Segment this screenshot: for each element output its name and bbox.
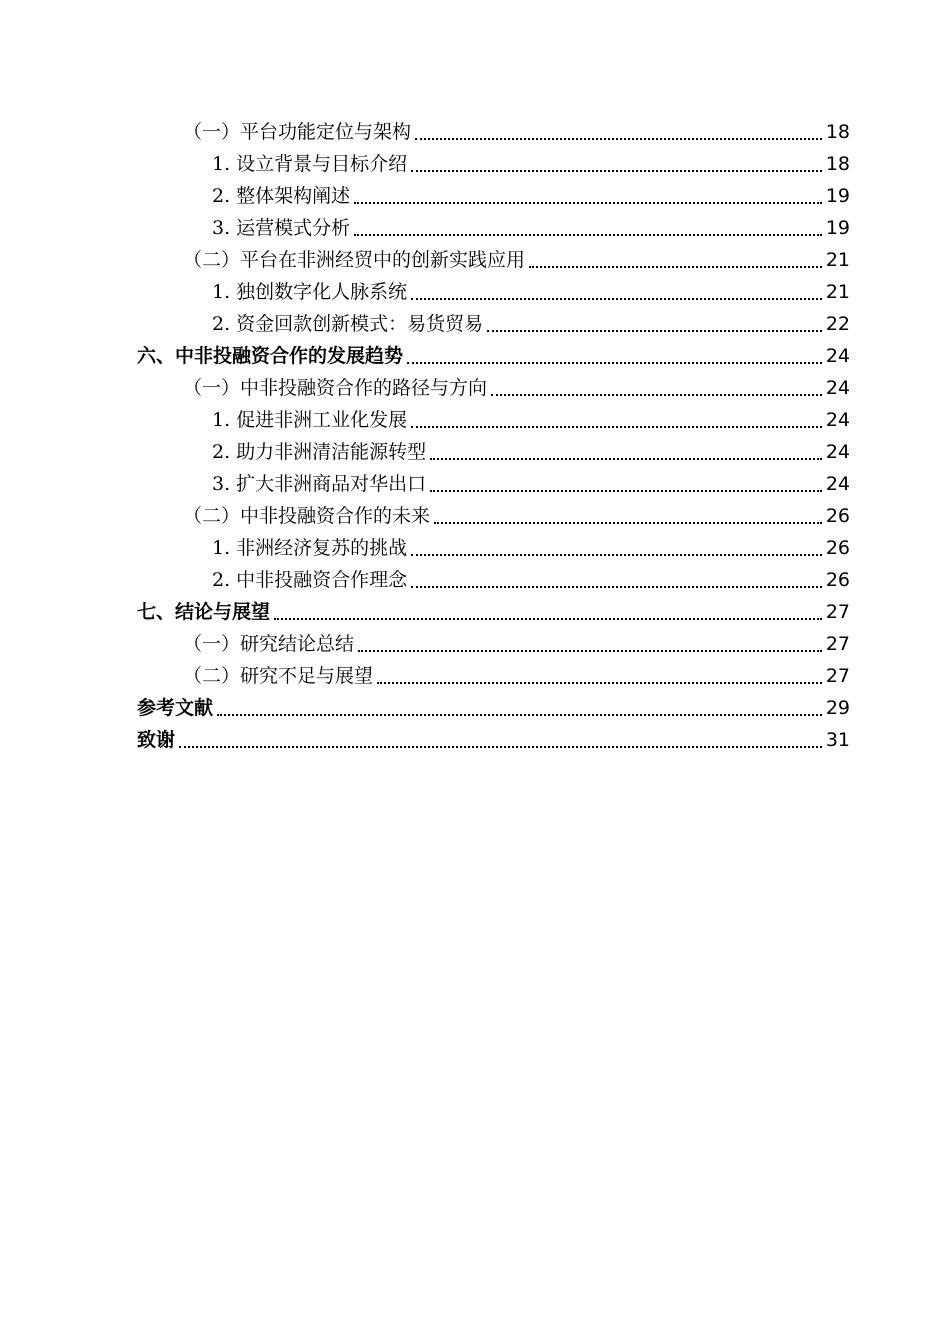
toc-entry-page: 29 — [825, 697, 850, 719]
toc-chapter-entry[interactable] — [0, 724, 950, 756]
toc-entry-page: 24 — [825, 473, 850, 495]
toc-entry[interactable] — [0, 212, 950, 244]
toc-dot-leader — [411, 170, 822, 172]
toc-entry[interactable] — [0, 308, 950, 340]
toc-entry-page: 27 — [825, 665, 850, 687]
toc-dot-leader — [434, 522, 822, 524]
toc-entry-title: （二）研究不足与展望 — [183, 665, 374, 687]
toc-entry[interactable] — [0, 468, 950, 500]
toc-entry-page: 27 — [825, 633, 850, 655]
toc-dot-leader — [274, 618, 822, 620]
toc-entry[interactable] — [0, 276, 950, 308]
toc-entry-page: 24 — [825, 377, 850, 399]
toc-entry-title: 2. 助力非洲清洁能源转型 — [212, 441, 427, 463]
toc-entry-title: 1. 独创数字化人脉系统 — [212, 281, 408, 303]
toc-entry[interactable] — [0, 116, 950, 148]
toc-dot-leader — [411, 426, 822, 428]
toc-dot-leader — [411, 554, 822, 556]
toc-entry[interactable] — [0, 500, 950, 532]
toc-entry-title: （一）中非投融资合作的路径与方向 — [183, 377, 488, 399]
toc-entry-title: 2. 资金回款创新模式：易货贸易 — [212, 313, 484, 335]
toc-entry[interactable] — [0, 148, 950, 180]
toc-entry[interactable] — [0, 372, 950, 404]
toc-entry-title: 致谢 — [137, 729, 176, 751]
toc-entry[interactable] — [0, 436, 950, 468]
toc-entry-title: 2. 中非投融资合作理念 — [212, 569, 408, 591]
toc-dot-leader — [217, 714, 822, 716]
toc-entry-page: 27 — [825, 601, 850, 623]
toc-dot-leader — [491, 394, 822, 396]
toc-dot-leader — [411, 586, 822, 588]
toc-entry-title: （一）研究结论总结 — [183, 633, 355, 655]
toc-entry-page: 26 — [825, 537, 850, 559]
toc-entry-title: 1. 设立背景与目标介绍 — [212, 153, 408, 175]
toc-entry[interactable] — [0, 404, 950, 436]
table-of-contents — [0, 116, 950, 756]
toc-entry-page: 24 — [825, 441, 850, 463]
toc-dot-leader — [377, 682, 822, 684]
toc-entry-page: 22 — [825, 313, 850, 335]
toc-entry[interactable] — [0, 628, 950, 660]
toc-entry-title: 2. 整体架构阐述 — [212, 185, 351, 207]
toc-entry-title: 六、中非投融资合作的发展趋势 — [137, 345, 404, 367]
toc-entry[interactable] — [0, 660, 950, 692]
toc-entry-page: 18 — [825, 153, 850, 175]
toc-dot-leader — [430, 458, 822, 460]
toc-chapter-entry[interactable] — [0, 692, 950, 724]
toc-dot-leader — [358, 650, 822, 652]
toc-entry-page: 21 — [825, 281, 850, 303]
toc-entry-title: （二）平台在非洲经贸中的创新实践应用 — [183, 249, 526, 271]
toc-entry-page: 19 — [825, 217, 850, 239]
toc-entry-title: 3. 运营模式分析 — [212, 217, 351, 239]
toc-dot-leader — [354, 234, 822, 236]
toc-entry-title: 1. 非洲经济复苏的挑战 — [212, 537, 408, 559]
toc-chapter-entry[interactable] — [0, 340, 950, 372]
toc-dot-leader — [407, 362, 822, 364]
toc-entry-title: （二）中非投融资合作的未来 — [183, 505, 431, 527]
toc-dot-leader — [487, 330, 822, 332]
toc-dot-leader — [411, 298, 822, 300]
toc-entry-page: 24 — [825, 345, 850, 367]
toc-entry[interactable] — [0, 180, 950, 212]
toc-entry-page: 18 — [825, 121, 850, 143]
toc-dot-leader — [179, 746, 822, 748]
toc-entry-title: 七、结论与展望 — [137, 601, 271, 623]
toc-entry[interactable] — [0, 532, 950, 564]
toc-entry-title: 1. 促进非洲工业化发展 — [212, 409, 408, 431]
toc-entry-page: 26 — [825, 569, 850, 591]
toc-dot-leader — [529, 266, 822, 268]
toc-dot-leader — [354, 202, 822, 204]
toc-entry-page: 31 — [825, 729, 850, 751]
toc-entry-page: 19 — [825, 185, 850, 207]
toc-dot-leader — [415, 138, 822, 140]
toc-entry-title: （一）平台功能定位与架构 — [183, 121, 412, 143]
toc-entry-page: 26 — [825, 505, 850, 527]
toc-entry-page: 21 — [825, 249, 850, 271]
toc-entry[interactable] — [0, 564, 950, 596]
toc-entry-title: 3. 扩大非洲商品对华出口 — [212, 473, 427, 495]
toc-dot-leader — [430, 490, 822, 492]
toc-entry-page: 24 — [825, 409, 850, 431]
toc-chapter-entry[interactable] — [0, 596, 950, 628]
toc-entry-title: 参考文献 — [137, 697, 214, 719]
toc-entry[interactable] — [0, 244, 950, 276]
